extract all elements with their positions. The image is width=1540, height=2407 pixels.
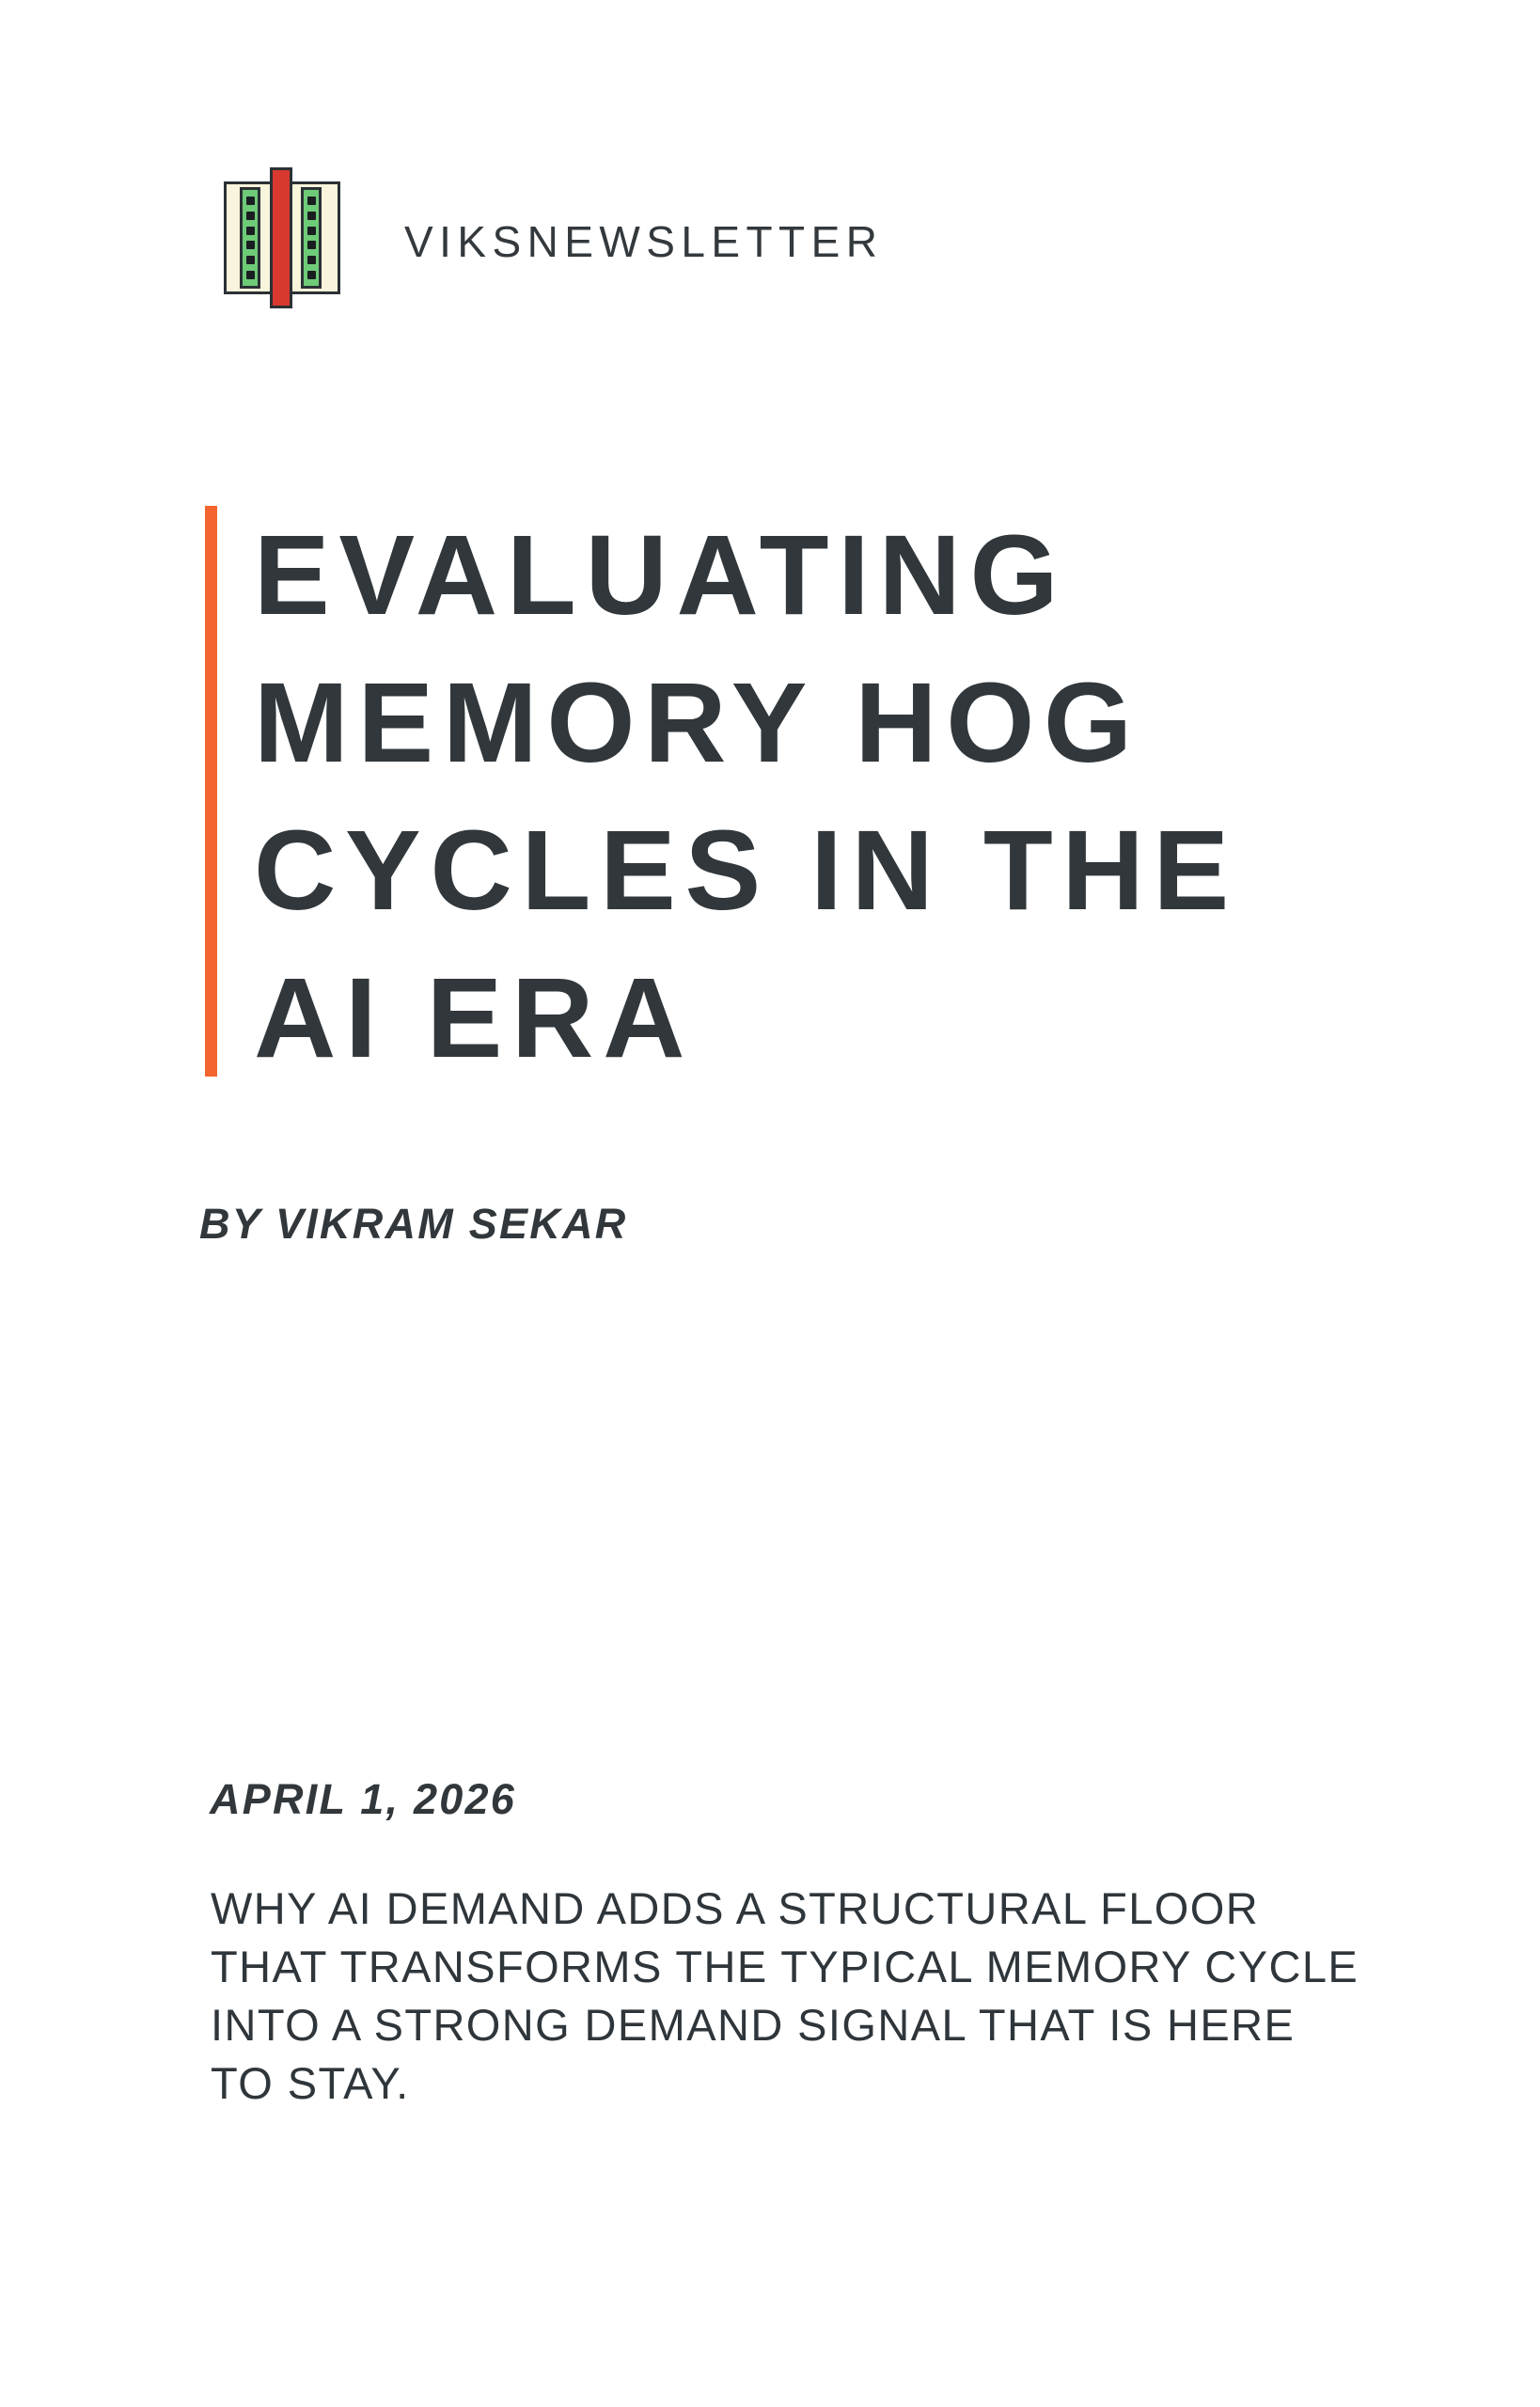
subtitle [211, 1880, 1359, 2113]
title-accent-bar [205, 506, 217, 1077]
subtitle-line: TO STAY. [211, 2058, 410, 2108]
chip-pin [246, 212, 255, 220]
chip-pin [246, 256, 255, 264]
page-title-line: CYCLES IN THE [254, 806, 1238, 934]
chip-pin [307, 271, 316, 279]
page-title-line: EVALUATING [254, 511, 1068, 638]
chip-pin [307, 256, 316, 264]
chip-pin [307, 241, 316, 249]
subtitle-line: THAT TRANSFORMS THE TYPICAL MEMORY CYCLE [211, 1942, 1359, 1991]
page-title [254, 501, 1238, 1092]
chip-pin [307, 197, 316, 205]
chip-pin [246, 227, 255, 235]
brand-name: VIKSNEWSLETTER [404, 217, 884, 266]
page-title-line: MEMORY HOG [254, 658, 1141, 786]
byline: BY VIKRAM SEKAR [199, 1200, 628, 1248]
chip-pin [307, 227, 316, 235]
memory-chip-right [301, 187, 322, 289]
memory-module-icon [224, 167, 340, 308]
chip-pin [246, 241, 255, 249]
subtitle-line: INTO A STRONG DEMAND SIGNAL THAT IS HERE [211, 2000, 1296, 2050]
chip-pin [246, 271, 255, 279]
memory-module-stripe [270, 167, 292, 308]
publication-date: APRIL 1, 2026 [210, 1775, 517, 1823]
memory-chip-left [240, 187, 260, 289]
chip-pin [307, 212, 316, 220]
subtitle-line: WHY AI DEMAND ADDS A STRUCTURAL FLOOR [211, 1883, 1260, 1933]
chip-pin [246, 197, 255, 205]
page-title-line: AI ERA [254, 953, 695, 1081]
